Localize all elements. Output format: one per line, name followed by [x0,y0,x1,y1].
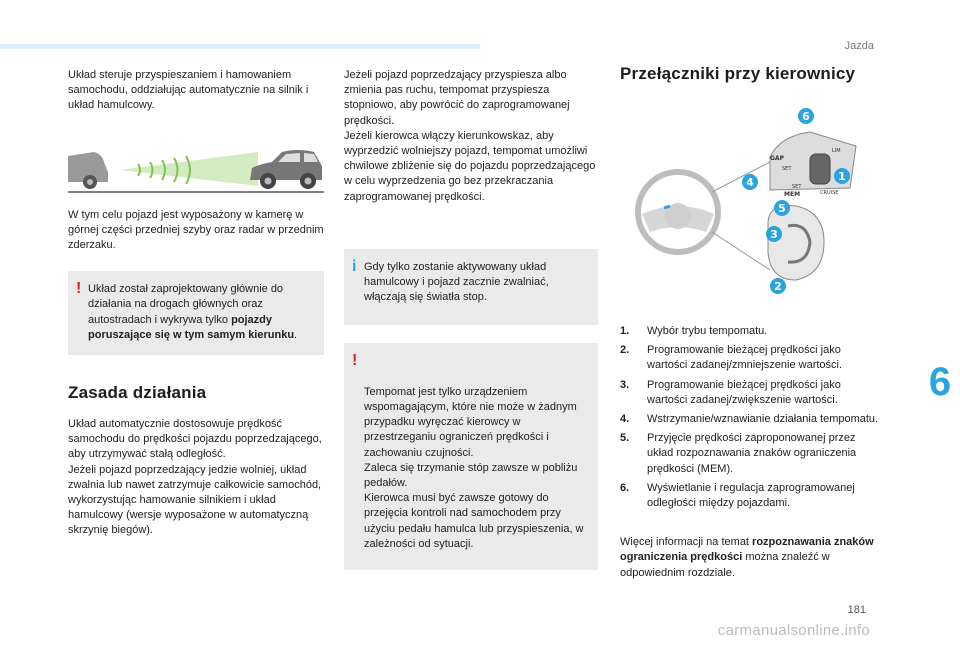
callout-3 [766,226,782,242]
controls-list [620,324,882,511]
set-plus-label: SET [792,184,802,190]
warning-note-roads: ! Układ został zaprojektowany głównie do działania na drogach głównych oraz autostradach i wykrywa tylko pojazdy poruszające się w tym samym kierunku. [68,271,324,355]
intro-paragraph: Układ steruje przyspieszaniem i hamowaniem samochodu, oddziałując automatycznie na silnik i układ hamulcowy. [68,69,309,112]
svg-text:6: 6 [802,110,810,123]
column-right [620,64,882,581]
svg-text:3: 3 [770,228,778,241]
radar-waves-icon [120,152,258,186]
svg-text:2: 2 [774,280,782,293]
callout-5 [774,200,790,216]
callout-1 [834,168,850,184]
lower-lever-icon [768,205,824,280]
acc-illustration [68,142,324,194]
list-item: 4. Wstrzymanie/wznawianie działania tempomatu. [620,413,879,426]
svg-text:1: 1 [838,170,846,183]
header-accent-bar [0,44,480,49]
column-left [68,68,324,539]
list-item: 6. Wyświetlanie i regulacja zaprogramowanej odległości między pojazdami. [620,481,855,510]
callout-2 [770,278,786,294]
warning-note-driver: ! Tempomat jest tylko urządzeniem wspomagającym, które nie może w żadnym przypadku wyręczać kierowcy w przestrzeganiu ograniczeń prędkości i zachowaniu czujności. Zaleca się trzymanie stóp zawsze w pobliżu pedałów. Kierowca musi być zawsze gotowy do przejęcia kontroli nad samochodem przy użyciu pedału hamulca lub przyspieszenia, w zależności od sytuacji. [344,343,598,570]
cruise-label: CRUISE [820,190,839,196]
camera-paragraph: W tym celu pojazd jest wyposażony w kamerę w górnej części przedniej szyby oraz radar w przednim zderzaku. [68,208,324,252]
callout-4 [742,174,758,190]
warning-icon: ! [76,280,82,298]
own-car-icon [250,150,322,189]
watermark: carmanualsonline.info [717,622,870,639]
cruise-lever-icon [770,132,856,198]
principle-paragraph: Układ automatycznie dostosowuje prędkość samochodu do prędkości pojazdu poprzedzającego, aby utrzymywać stałą odległość. Jeżeli pojazd poprzedzający jedzie wolniej, układ zwalnia lub nawet zatrzymuje całkowicie samochód, wykorzystując hamowanie silnikiem i układ hamulcowy (wersje wyposażone w automatyczną skrzynię biegów). [68,418,322,537]
chapter-tab [920,337,960,427]
svg-text:4: 4 [746,176,754,189]
acceleration-paragraph: Jeżeli pojazd poprzedzający przyspiesza albo zmienia pas ruchu, tempomat przyspiesza stopniowo, aby powrócić do zaprogramowanej prędkości. Jeżeli kierowca włączy kierunkowskaz, aby wyprzedzić wolniejszy pojazd, tempomat umożliwi chwilowe zbliżenie się do pojazdu poprzedzającego w celu wyprzedzenia go bez przekraczania zaprogramowanej prędkości. [344,69,596,203]
list-item: 2. Programowanie bieżącej prędkości jako wartości zadanej/zmniejszenie wartości. [620,344,843,372]
list-item: 5. Przyjęcie prędkości zaproponowanej przez układ rozpoznawania znaków ograniczenia prędkości (MEM). [620,432,857,475]
mem-label: MEM [784,191,801,198]
steering-controls-figure [620,102,882,312]
info-note-brake-lights: i Gdy tylko zostanie aktywowany układ hamulcowy i pojazd zacznie zwalniać, włączają się światła stop. [344,249,598,326]
page-number: 181 [847,604,866,616]
lim-label: LIM [832,148,841,154]
gap-label: GAP [770,155,784,162]
section-title: Jazda [844,40,874,52]
callout-6 [798,108,814,124]
principle-heading: Zasada działania [68,383,207,403]
warning-icon: ! [352,352,358,370]
chapter-number: 6 [928,359,952,404]
list-item: 1. Wybór trybu tempomatu. [620,325,768,337]
svg-text:5: 5 [778,202,786,215]
list-item: 3. Programowanie bieżącej prędkości jako wartości zadanej/zwiększenie wartości. [620,378,841,406]
lead-car-icon [68,152,108,189]
more-info-paragraph: Więcej informacji na temat rozpoznawania znaków ograniczenia prędkości można znaleźć w odpowiednim rozdziale. [620,536,874,579]
info-icon: i [352,257,357,275]
set-minus-label: SET [782,166,792,172]
controls-heading: Przełączniki przy kierownicy [620,64,856,83]
steering-wheel-icon [638,172,718,252]
column-middle [344,68,598,570]
